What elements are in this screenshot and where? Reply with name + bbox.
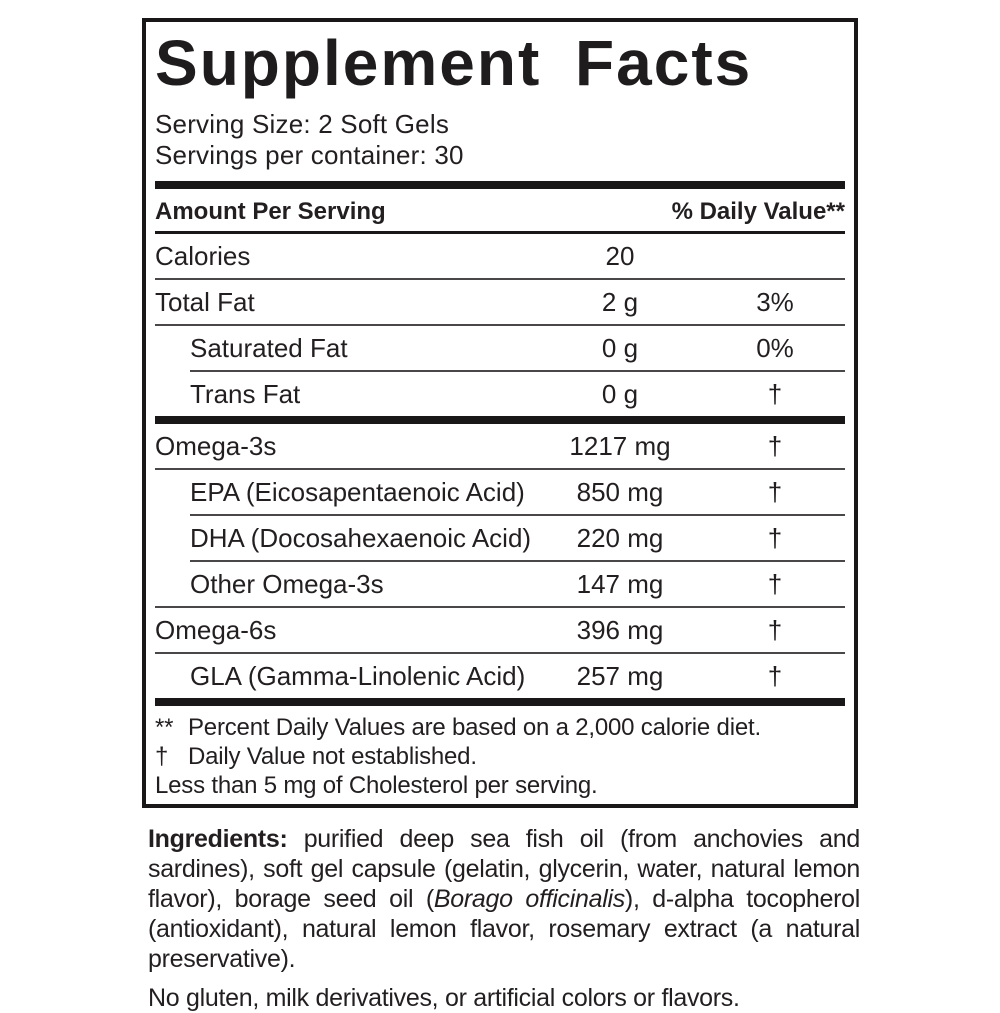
below-panel-text: [148, 824, 860, 1013]
nutrient-daily-value: †: [767, 476, 783, 507]
nutrient-name: Total Fat: [155, 286, 255, 317]
nutrient-amount: 257 mg: [576, 660, 664, 691]
nutrient-daily-value: 3%: [756, 286, 794, 317]
ingredients-paragraph: [148, 824, 860, 974]
nutrient-row: [155, 516, 845, 560]
nutrient-amount: 396 mg: [576, 614, 664, 645]
ingredients-text-after: ), d-alpha tocopherol (antioxidant), natural lemon flavor, rosemary extract (a natural preservative).: [148, 885, 860, 973]
nutrient-rows: [155, 234, 845, 706]
footnote-marker: **: [155, 714, 174, 741]
footnote-text: Percent Daily Values are based on a 2,000 calorie diet.: [188, 714, 761, 741]
nutrient-daily-value: †: [767, 430, 783, 461]
ingredients-label: Ingredients:: [148, 825, 288, 853]
supplement-facts-panel: [142, 18, 858, 808]
nutrient-amount: 2 g: [601, 286, 639, 317]
nutrient-row: [155, 562, 845, 606]
nutrient-name: Saturated Fat: [190, 332, 348, 363]
footnote-text: Less than 5 mg of Cholesterol per serving.: [155, 772, 598, 799]
nutrient-name: EPA (Eicosapentaenoic Acid): [190, 476, 525, 507]
nutrient-row: [155, 470, 845, 514]
nutrient-row: [155, 234, 845, 278]
nutrient-daily-value: †: [767, 378, 783, 409]
divider-thick-top: [155, 181, 845, 189]
footnote-text: Daily Value not established.: [188, 743, 477, 770]
nutrient-row: [155, 654, 845, 698]
nutrient-amount: 1217 mg: [569, 430, 671, 461]
nutrient-row: [155, 372, 845, 416]
nutrient-amount: 850 mg: [576, 476, 664, 507]
nutrient-row: [155, 280, 845, 324]
footnote-line: [155, 713, 845, 742]
serving-size: Serving Size: 2 Soft Gels: [155, 109, 450, 139]
nutrient-name: Calories: [155, 240, 251, 271]
nutrient-daily-value: 0%: [756, 332, 794, 363]
nutrient-amount: 0 g: [601, 378, 639, 409]
footnote-line: [155, 771, 845, 800]
column-header-amount: Amount Per Serving: [155, 198, 386, 225]
nutrient-daily-value: †: [767, 568, 783, 599]
panel-title: Supplement Facts: [155, 27, 753, 99]
nutrient-name: Other Omega-3s: [190, 568, 384, 599]
nutrient-row: [155, 608, 845, 652]
nutrient-name: GLA (Gamma-Linolenic Acid): [190, 660, 526, 691]
allergen-note: No gluten, milk derivatives, or artificial colors or flavors.: [148, 984, 740, 1012]
row-divider: [155, 416, 845, 424]
nutrient-amount: 220 mg: [576, 522, 664, 553]
nutrient-row: [155, 326, 845, 370]
nutrient-name: Omega-6s: [155, 614, 277, 645]
footnote-line: [155, 742, 845, 771]
nutrient-daily-value: †: [767, 660, 783, 691]
servings-per-container: Servings per container: 30: [155, 140, 464, 170]
footnotes: [155, 706, 845, 800]
nutrient-name: DHA (Docosahexaenoic Acid): [190, 522, 532, 553]
nutrient-daily-value: †: [767, 522, 783, 553]
row-divider: [155, 698, 845, 706]
ingredients-text-before: purified deep sea fish oil (from anchovies and sardines), soft gel capsule (gelatin, glycerin, water, natural lemon flavor), borage seed oil (: [148, 825, 860, 913]
nutrient-amount: 147 mg: [576, 568, 664, 599]
nutrient-name: Trans Fat: [190, 378, 301, 409]
nutrient-daily-value: †: [767, 614, 783, 645]
nutrient-row: [155, 424, 845, 468]
nutrient-amount: 20: [605, 240, 635, 271]
column-header-daily-value: % Daily Value**: [671, 198, 845, 225]
nutrient-name: Omega-3s: [155, 430, 277, 461]
footnote-marker: †: [155, 743, 169, 770]
ingredients-latin-name: Borago officinalis: [433, 885, 625, 913]
table-header-row: [155, 189, 845, 231]
nutrient-amount: 0 g: [601, 332, 639, 363]
